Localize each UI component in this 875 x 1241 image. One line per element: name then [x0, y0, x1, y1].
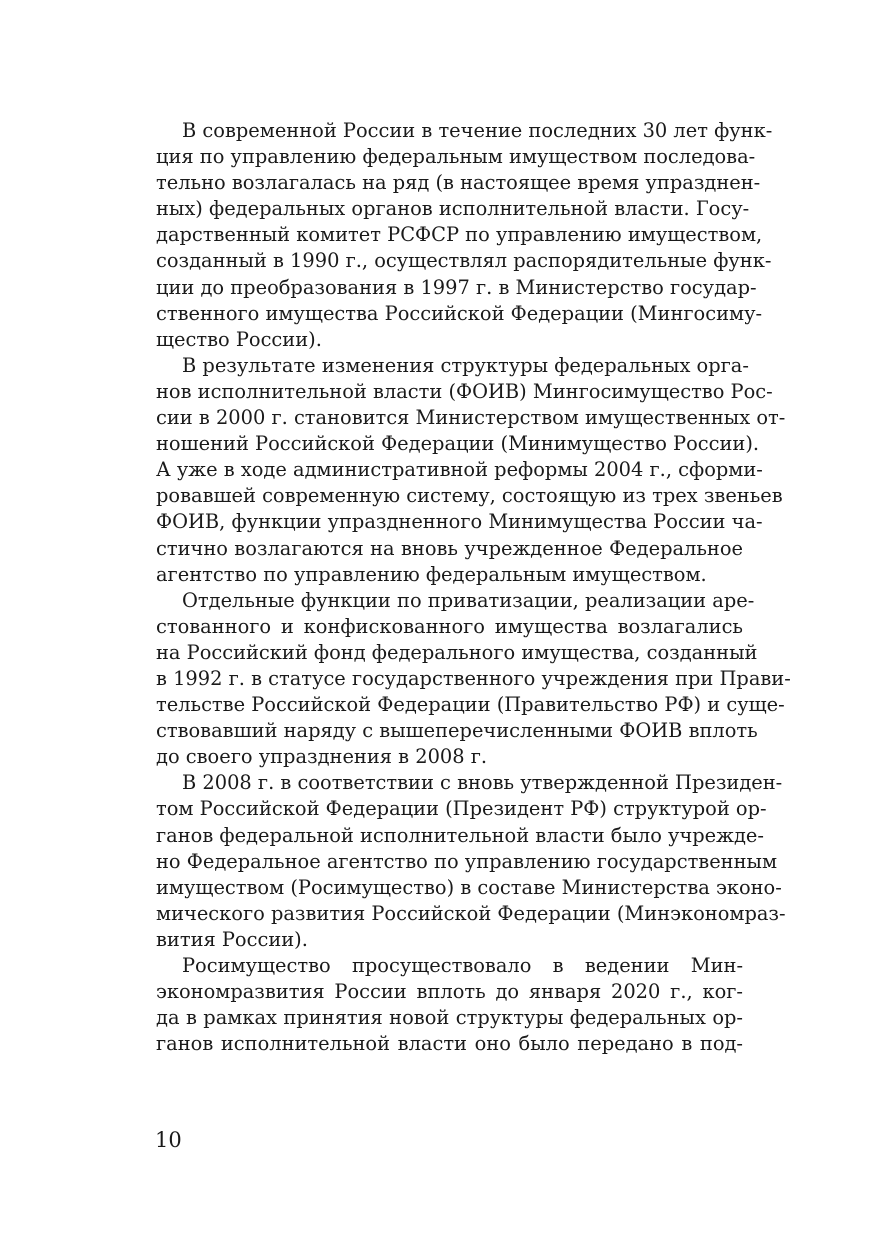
text-line: ганов федеральной исполнительной власти было учрежде-: [156, 823, 764, 847]
text-line: ственного имущества Российской Федерации (Мингосиму-: [156, 301, 763, 325]
text-line: ганов исполнительной власти оно было передано в под-: [156, 1032, 743, 1056]
page-number: 10: [155, 1128, 182, 1152]
text-line: А уже в ходе административной реформы 2004 г., сформи-: [156, 458, 763, 482]
text-line: В результате изменения структуры федеральных орга-: [182, 353, 749, 377]
text-line: агентство по управлению федеральным имуществом.: [156, 562, 707, 586]
text-line: ношений Российской Федерации (Минимущество России).: [156, 432, 760, 456]
paragraph: [156, 953, 743, 1057]
text-line: щество России).: [156, 327, 322, 351]
paragraph: [156, 588, 791, 771]
text-line: ции до преобразования в 1997 г. в Министерство государ-: [156, 275, 757, 299]
text-line: созданный в 1990 г., осуществлял распорядительные функ-: [156, 249, 772, 273]
text-line: вития России).: [156, 927, 308, 951]
text-line: на Российский фонд федерального имущества, созданный: [156, 640, 758, 664]
paragraph: [156, 118, 773, 353]
text-line: экономразвития России вплоть до января 2020 г., ког-: [156, 980, 743, 1004]
text-line: ция по управлению федеральным имуществом последова-: [156, 145, 756, 169]
text-line: ных) федеральных органов исполнительной власти. Госу-: [156, 197, 750, 221]
text-line: стично возлагаются на вновь учрежденное Федеральное: [156, 536, 743, 560]
text-line: сии в 2000 г. становится Министерством имущественных от-: [156, 406, 786, 430]
text-line: но Федеральное агентство по управлению государственным: [156, 849, 778, 873]
text-line: имуществом (Росимущество) в составе Министерства эконо-: [156, 875, 782, 899]
text-line: до своего упразднения в 2008 г.: [156, 745, 488, 769]
page-body: [156, 118, 791, 1057]
text-line: Отдельные функции по приватизации, реализации аре-: [182, 588, 755, 612]
text-line: тельстве Российской Федерации (Правительство РФ) и суще-: [156, 693, 785, 717]
paragraph: [156, 353, 786, 588]
text-line: Росимущество просуществовало в ведении Мин-: [182, 954, 743, 977]
text-line: дарственный комитет РСФСР по управлению имуществом,: [156, 223, 763, 247]
paragraph: [156, 770, 786, 953]
text-line: ствовавший наряду с вышеперечисленными ФОИВ вплоть: [156, 719, 758, 743]
text-line: нов исполнительной власти (ФОИВ) Мингосимущество Рос-: [156, 379, 773, 403]
text-line: тельно возлагалась на ряд (в настоящее время упразднен-: [156, 171, 761, 195]
text-line: мического развития Российской Федерации (Минэкономраз-: [156, 901, 786, 925]
text-line: том Российской Федерации (Президент РФ) структурой ор-: [156, 797, 767, 821]
text-line: ровавшей современную систему, состоящую из трех звеньев: [156, 484, 783, 508]
text-line: ФОИВ, функции упраздненного Минимущества России ча-: [156, 510, 763, 534]
text-line: да в рамках принятия новой структуры федеральных ор-: [156, 1006, 743, 1030]
text-line: В современной России в течение последних 30 лет функ-: [182, 119, 773, 142]
text-line: стованного и конфискованного имущества возлагались: [156, 614, 743, 638]
text-line: В 2008 г. в соответствии с вновь утвержденной Президен-: [182, 771, 783, 795]
text-line: в 1992 г. в статусе государственного учреждения при Прави-: [156, 666, 791, 690]
